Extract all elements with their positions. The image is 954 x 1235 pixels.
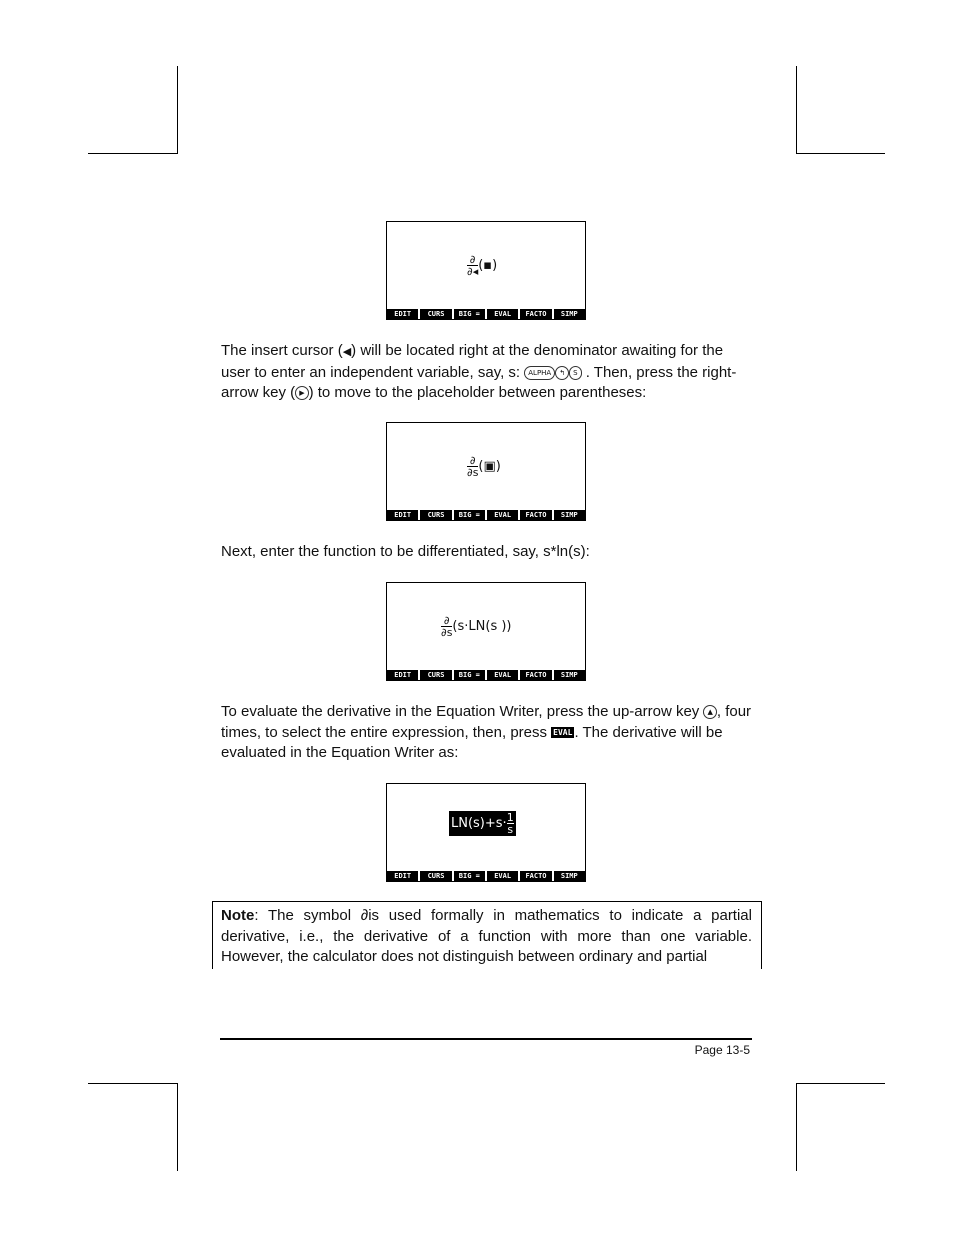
crop-mark [797, 153, 885, 154]
soft-menu [387, 670, 585, 680]
menu-key-edit[interactable]: EDIT [387, 309, 418, 319]
text: , four times, to select the entire expression, then, press [221, 703, 752, 741]
menu-key-facto[interactable]: FACTO [520, 670, 551, 680]
menu-key-simp[interactable]: SIMP [554, 510, 585, 520]
expression-body: (▣) [478, 459, 501, 474]
note-text [213, 902, 761, 968]
page-number: Page 13-5 [694, 1043, 750, 1057]
deriv-numerator: ∂ [469, 253, 476, 266]
text: ) will be located right at the denominator awaiting for the user to enter an independent variable, say, s: [221, 342, 724, 381]
menu-key-edit[interactable]: EDIT [387, 871, 418, 881]
menu-key-curs[interactable]: CURS [420, 309, 451, 319]
result-expression [449, 811, 516, 836]
right-arrow-key-icon: ▶ [295, 386, 308, 400]
deriv-denominator: ∂s [467, 466, 479, 479]
calculator-screen-4 [386, 783, 586, 882]
crop-mark [177, 66, 178, 154]
text: ) to move to the placeholder between parentheses: [308, 384, 647, 401]
crop-mark [796, 1083, 797, 1171]
deriv-numerator: ∂ [469, 454, 476, 467]
soft-menu [387, 871, 585, 881]
crop-mark [797, 1083, 885, 1084]
deriv-numerator: ∂ [443, 614, 450, 627]
menu-key-big[interactable]: BIG = [454, 871, 485, 881]
derivative-operator [467, 455, 478, 478]
menu-key-big[interactable]: BIG = [454, 309, 485, 319]
menu-key-facto[interactable]: FACTO [520, 309, 551, 319]
paragraph-evaluate [221, 702, 753, 764]
footer-rule [220, 1038, 752, 1040]
menu-key-eval[interactable]: EVAL [487, 871, 518, 881]
menu-key-curs[interactable]: CURS [420, 670, 451, 680]
menu-key-eval[interactable]: EVAL [487, 309, 518, 319]
menu-key-eval[interactable]: EVAL [487, 670, 518, 680]
calculator-screen-2 [386, 422, 586, 521]
deriv-denominator: ∂◂ [467, 265, 479, 278]
menu-key-facto[interactable]: FACTO [520, 871, 551, 881]
menu-key-curs[interactable]: CURS [420, 510, 451, 520]
menu-key-big[interactable]: BIG = [454, 670, 485, 680]
calculator-screen-1 [386, 221, 586, 320]
menu-key-edit[interactable]: EDIT [387, 510, 418, 520]
result-body: LN(s)+s· [451, 816, 507, 831]
note-label: Note [221, 907, 255, 924]
text: is used formally in mathematics to indicate a partial derivative, i.e., the derivative of a function with more than one variable. However, the calculator does not distinguish between ordinary and partial [221, 907, 752, 965]
text: Next, enter the function to be differentiated, say, s*ln(s): [221, 543, 590, 560]
result-fraction [507, 812, 514, 835]
menu-key-facto[interactable]: FACTO [520, 510, 551, 520]
fraction-numerator: 1 [506, 811, 514, 824]
up-arrow-key-icon: ▲ [703, 705, 716, 719]
deriv-denominator: ∂s [441, 626, 453, 639]
left-shift-key-icon: ↰ [555, 366, 569, 380]
menu-key-simp[interactable]: SIMP [554, 309, 585, 319]
alpha-key-icon: ALPHA [524, 366, 555, 380]
partial-derivative-symbol: ∂ [360, 907, 369, 924]
menu-key-curs[interactable]: CURS [420, 871, 451, 881]
derivative-expression [467, 254, 497, 277]
text: The insert cursor ( [221, 342, 343, 359]
derivative-operator [441, 615, 452, 638]
menu-key-eval[interactable]: EVAL [487, 510, 518, 520]
derivative-operator [467, 254, 478, 277]
text: To evaluate the derivative in the Equation Writer, press the up-arrow key [221, 703, 704, 720]
soft-menu [387, 510, 585, 520]
text: : The symbol [254, 907, 361, 924]
calculator-screen-3 [386, 582, 586, 681]
crop-mark [796, 66, 797, 154]
crop-mark [88, 153, 177, 154]
eval-softkey-icon: EVAL [553, 728, 573, 738]
text: . The derivative will be evaluated in the Equation Writer as: [221, 723, 723, 761]
soft-menu [387, 309, 585, 319]
derivative-expression [467, 455, 501, 478]
menu-key-big[interactable]: BIG = [454, 510, 485, 520]
crop-mark [88, 1083, 177, 1084]
note-box [212, 901, 762, 969]
paragraph-enter-function [221, 542, 753, 563]
derivative-expression [441, 615, 512, 638]
expression-body: (s·LN(s )) [452, 619, 512, 634]
fraction-denominator: s [507, 823, 514, 836]
text: . Then, press the right-arrow key ( [221, 363, 737, 401]
menu-key-simp[interactable]: SIMP [554, 871, 585, 881]
menu-key-simp[interactable]: SIMP [554, 670, 585, 680]
s-key-icon: S [569, 366, 581, 380]
paragraph-insert-cursor [221, 341, 753, 404]
menu-key-edit[interactable]: EDIT [387, 670, 418, 680]
expression-body: (▪) [478, 258, 498, 273]
crop-mark [177, 1083, 178, 1171]
insert-cursor-icon: ◀ [342, 346, 352, 358]
